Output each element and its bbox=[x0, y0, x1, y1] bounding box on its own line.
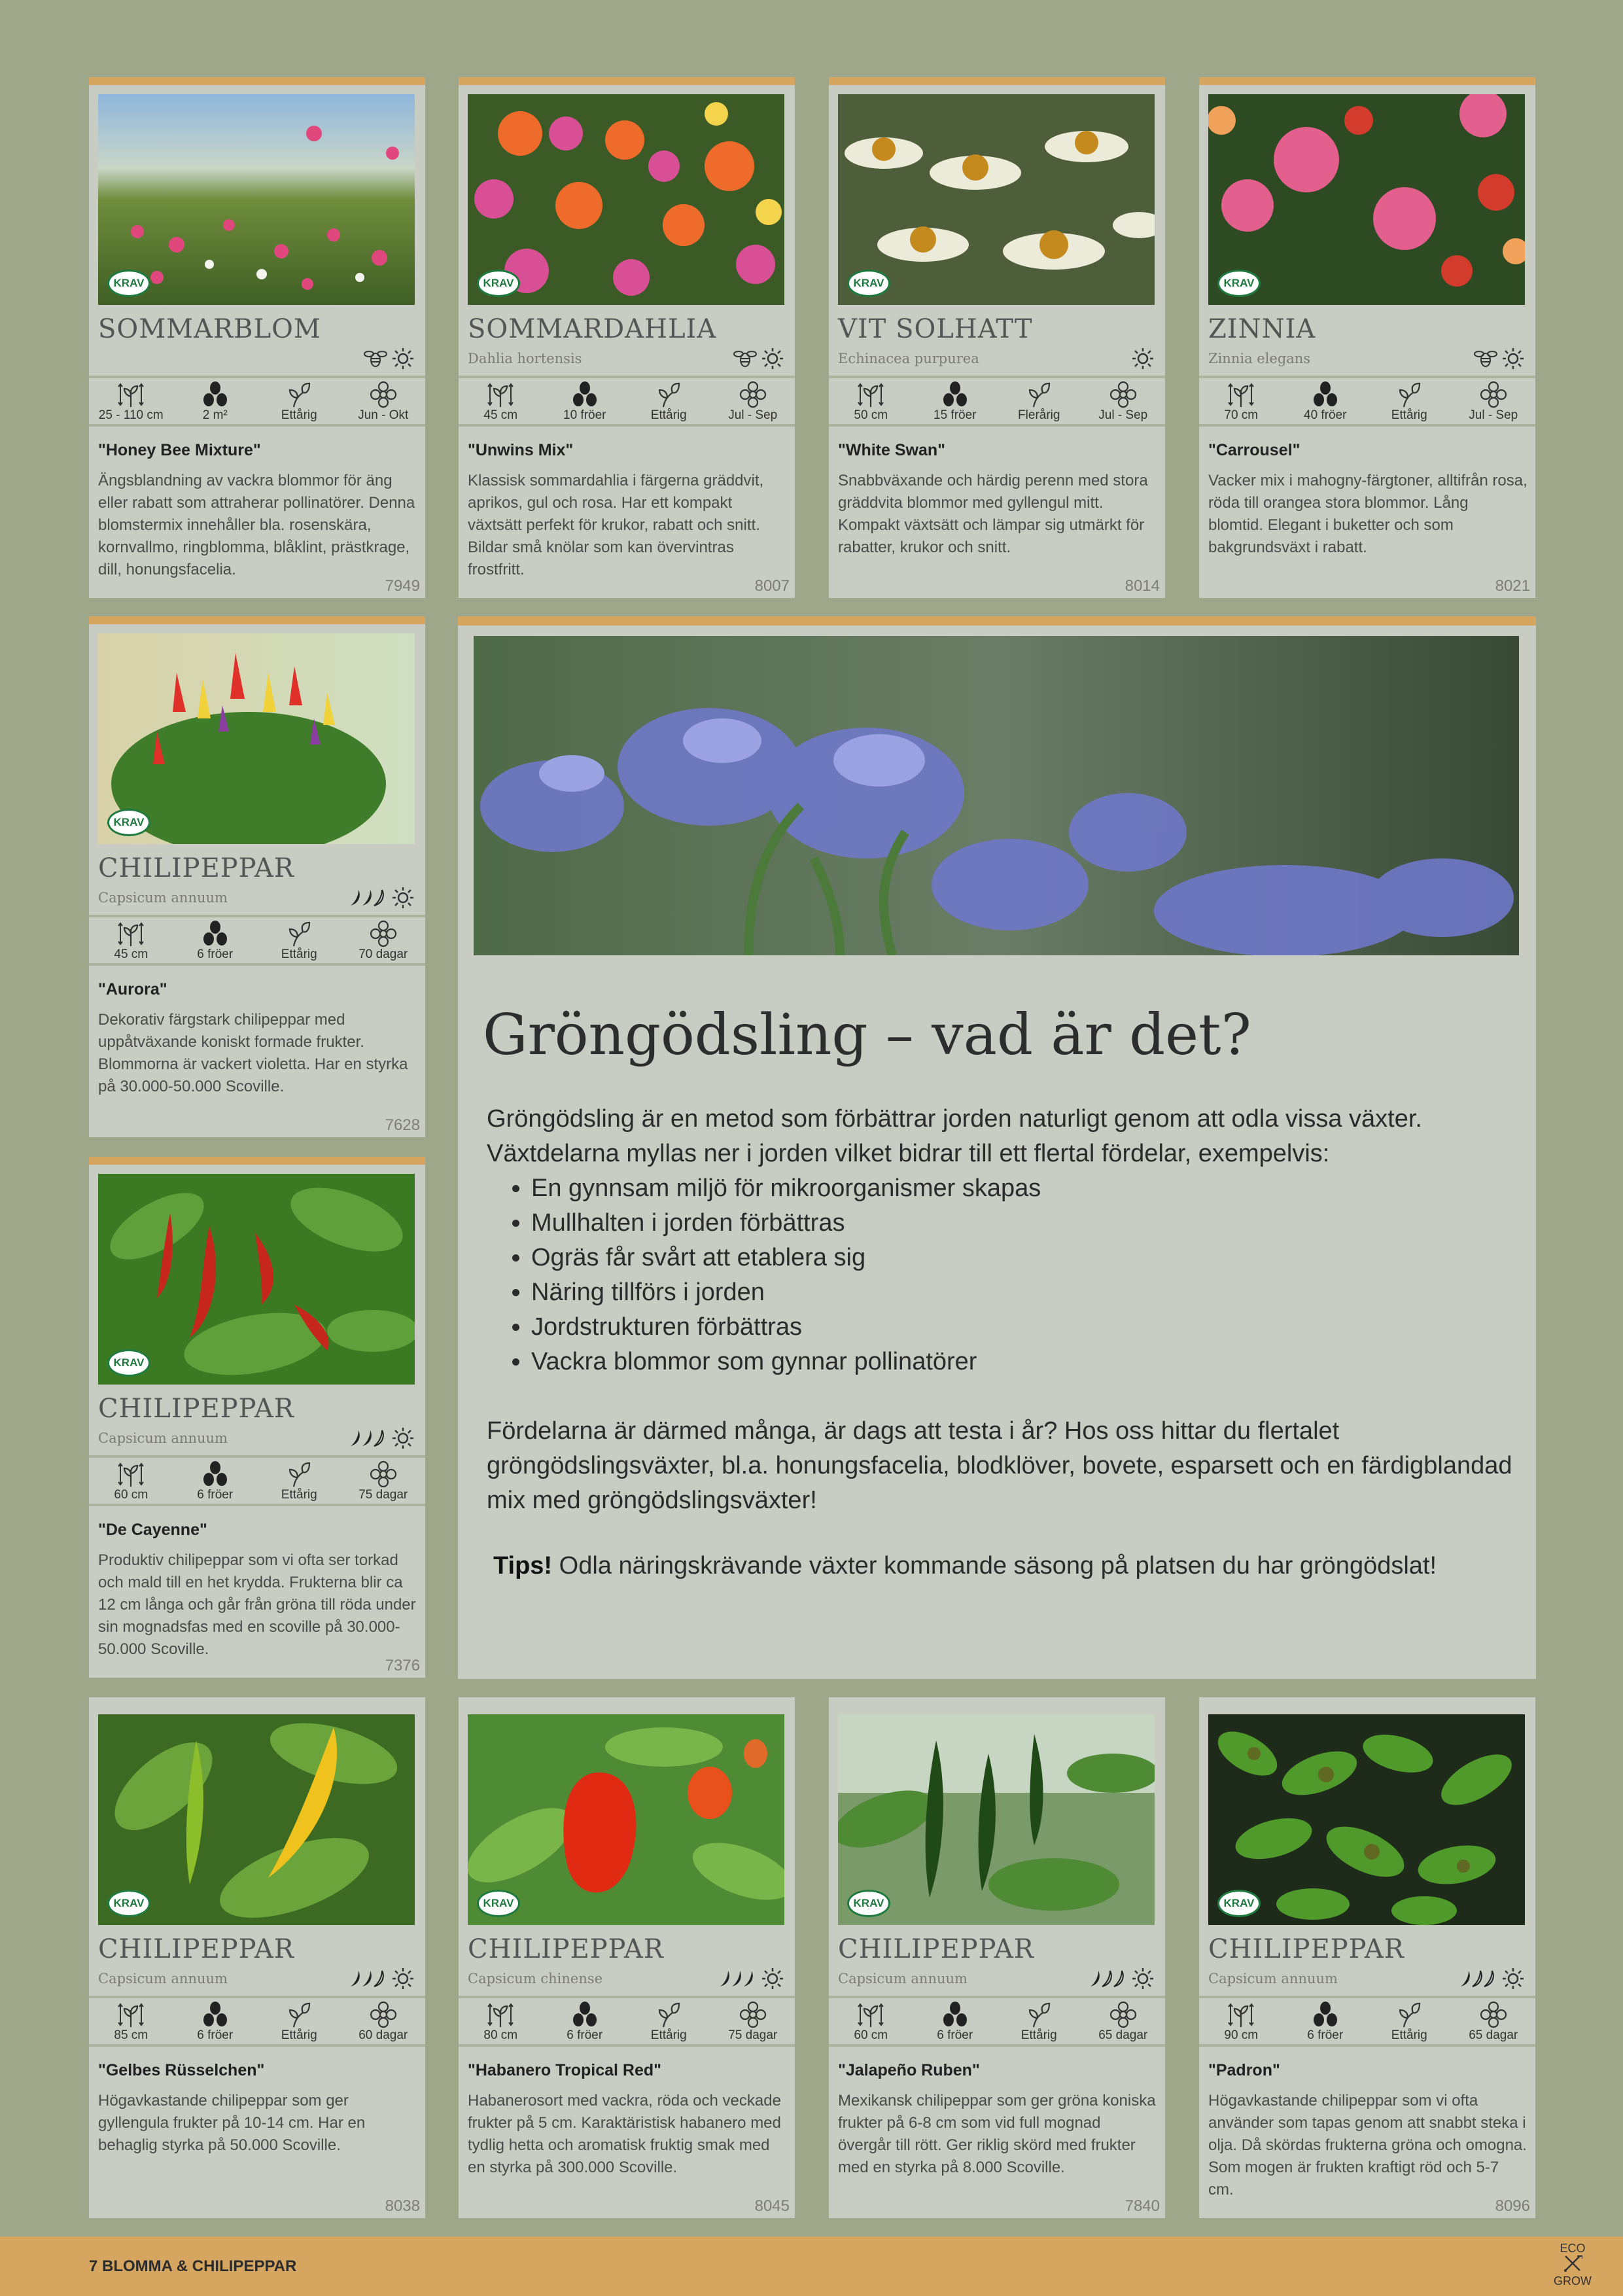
seed-value: 6 fröer bbox=[197, 947, 234, 961]
description: Högavkastande chilipeppar som ger gyllengula frukter på 10-14 cm. Har en behaglig styrka på 50.000 Scoville. bbox=[98, 2092, 366, 2154]
lifecycle-stat bbox=[257, 1998, 341, 2044]
height-value: 70 cm bbox=[1224, 408, 1259, 422]
product-photo bbox=[468, 1714, 784, 1925]
list-item: • Näring tillförs i jorden bbox=[531, 1275, 1520, 1310]
product-photo bbox=[838, 1714, 1155, 1925]
seed-value: 6 fröer bbox=[937, 2028, 973, 2042]
bee-icon bbox=[364, 348, 387, 369]
card-accent-bar bbox=[89, 1157, 425, 1165]
sprout-icon bbox=[1395, 381, 1423, 408]
seed-value: 6 fröer bbox=[1307, 2028, 1344, 2042]
height-icon bbox=[116, 381, 145, 408]
stats-row bbox=[89, 376, 425, 427]
sprout-icon bbox=[285, 920, 313, 947]
height-stat bbox=[459, 1998, 543, 2044]
symbols bbox=[347, 1966, 415, 1992]
days-value: 65 dagar bbox=[1098, 2028, 1148, 2042]
days-stat bbox=[711, 1998, 795, 2044]
seed-value: 2 m² bbox=[202, 408, 228, 422]
stats-row bbox=[89, 915, 425, 966]
article-number: 8007 bbox=[754, 577, 790, 595]
sprout-icon bbox=[1024, 2001, 1053, 2028]
product-name: CHILIPEPPAR bbox=[98, 1934, 294, 1964]
chili-heat-icon bbox=[1457, 1968, 1497, 1989]
flower-icon bbox=[1479, 2001, 1508, 2028]
height-icon bbox=[116, 2001, 145, 2028]
height-stat bbox=[89, 917, 173, 963]
lifecycle-value: Ettårig bbox=[281, 947, 317, 961]
product-name: SOMMARBLOM bbox=[98, 314, 321, 344]
seed-value: 6 fröer bbox=[567, 2028, 603, 2042]
lifecycle-value: Ettårig bbox=[281, 408, 317, 422]
seeds-icon bbox=[570, 381, 599, 408]
sprout-icon bbox=[285, 381, 313, 408]
seed-value: 6 fröer bbox=[197, 1488, 234, 1502]
card-top bbox=[829, 1697, 1165, 1705]
variety-name: "Carrousel" bbox=[1208, 441, 1300, 459]
height-icon bbox=[1227, 2001, 1255, 2028]
sun-icon bbox=[391, 1967, 415, 1990]
height-icon bbox=[856, 2001, 885, 2028]
variety-name: "Aurora" bbox=[98, 980, 167, 998]
sun-icon bbox=[1501, 1967, 1525, 1990]
stats-row bbox=[829, 1996, 1165, 2047]
flower-icon bbox=[1479, 381, 1508, 408]
lifecycle-value: Ettårig bbox=[281, 2028, 317, 2042]
lifecycle-value: Ettårig bbox=[1021, 2028, 1057, 2042]
product-name: CHILIPEPPAR bbox=[838, 1934, 1034, 1964]
sprout-icon bbox=[285, 1460, 313, 1488]
latin-name: Echinacea purpurea bbox=[838, 351, 979, 366]
lifecycle-stat bbox=[1367, 1998, 1452, 2044]
flower-icon bbox=[369, 920, 398, 947]
page-footer bbox=[0, 2236, 1623, 2296]
list-item: • Jordstrukturen förbättras bbox=[531, 1310, 1520, 1345]
krav-badge: KRAV bbox=[107, 270, 150, 297]
card-accent-bar bbox=[89, 77, 425, 85]
bloom-stat bbox=[1081, 378, 1166, 424]
seed-stat bbox=[913, 1998, 998, 2044]
height-value: 45 cm bbox=[483, 408, 518, 422]
phacelia-photo bbox=[474, 636, 1519, 955]
product-card bbox=[1199, 77, 1535, 598]
variety-name: "Habanero Tropical Red" bbox=[468, 2061, 661, 2079]
article-number: 8038 bbox=[385, 2197, 420, 2215]
stats-row bbox=[459, 376, 795, 427]
sun-icon bbox=[761, 1967, 784, 1990]
outro-paragraph: Fördelarna är därmed många, är dags att testa i år? Hos oss hittar du flertalet gröngödslingsväxter, bl.a. honungsfacelia, blodklöver, bovete, esparsett och en färdigblandad mix med gröngödslingsväxter! bbox=[487, 1417, 1512, 1514]
krav-badge: KRAV bbox=[1217, 1890, 1261, 1917]
height-value: 50 cm bbox=[854, 408, 888, 422]
article-number: 8096 bbox=[1495, 2197, 1530, 2215]
krav-badge: KRAV bbox=[107, 1890, 150, 1917]
height-stat bbox=[89, 378, 173, 424]
product-card bbox=[459, 1697, 795, 2218]
product-name: CHILIPEPPAR bbox=[468, 1934, 664, 1964]
variety-name: "Gelbes Rüsselchen" bbox=[98, 2061, 265, 2079]
sprout-icon bbox=[285, 2001, 313, 2028]
days-stat bbox=[341, 917, 426, 963]
product-photo bbox=[98, 1174, 415, 1385]
seeds-icon bbox=[941, 2001, 969, 2028]
lifecycle-stat bbox=[257, 378, 341, 424]
description: Snabbväxande och härdig perenn med stora gräddvita blommor med gyllengul mitt. Kompakt växtsätt och lämpar sig utmärkt för rabatter, krukor och snitt. bbox=[838, 472, 1148, 556]
bloom-value: Jul - Sep bbox=[728, 408, 778, 422]
product-card bbox=[89, 77, 425, 598]
height-icon bbox=[116, 920, 145, 947]
article-number: 7376 bbox=[385, 1657, 420, 1674]
stats-row bbox=[1199, 376, 1535, 427]
product-name: CHILIPEPPAR bbox=[98, 1394, 294, 1424]
latin-name: Capsicum chinense bbox=[468, 1971, 603, 1987]
symbols bbox=[1474, 345, 1525, 372]
product-card bbox=[459, 77, 795, 598]
seeds-icon bbox=[201, 920, 230, 947]
card-top bbox=[459, 1697, 795, 1705]
description: Produktiv chilipeppar som vi ofta ser torkad och mald till en het krydda. Frukterna blir ca 12 cm långa och går från gröna till röda under sin mognadsfas med en scoville på 30.000-50.000 Scoville. bbox=[98, 1551, 416, 1658]
latin-name: Capsicum annuum bbox=[838, 1971, 968, 1987]
seed-value: 10 fröer bbox=[563, 408, 606, 422]
height-icon bbox=[116, 1460, 145, 1488]
height-icon bbox=[486, 381, 515, 408]
chili-heat-icon bbox=[347, 1428, 387, 1449]
days-stat bbox=[1452, 1998, 1536, 2044]
sun-icon bbox=[391, 1426, 415, 1450]
seed-stat bbox=[173, 1998, 258, 2044]
lifecycle-value: Flerårig bbox=[1018, 408, 1060, 422]
latin-name: Capsicum annuum bbox=[1208, 1971, 1338, 1987]
krav-badge: KRAV bbox=[847, 270, 890, 297]
variety-name: "Unwins Mix" bbox=[468, 441, 574, 459]
bloom-stat bbox=[711, 378, 795, 424]
lifecycle-value: Ettårig bbox=[650, 2028, 687, 2042]
article-number: 7949 bbox=[385, 577, 420, 595]
sun-icon bbox=[1131, 1967, 1155, 1990]
seed-stat bbox=[543, 378, 627, 424]
days-value: 70 dagar bbox=[358, 947, 408, 961]
latin-name: Capsicum annuum bbox=[98, 890, 228, 906]
symbols bbox=[1457, 1966, 1525, 1992]
description: Vacker mix i mahogny-färgtoner, alltifrån rosa, röda till orangea stora blommor. Lång blomtid. Elegant i buketter och som bakgrundsväxt i rabatt. bbox=[1208, 472, 1527, 556]
green-manure-section bbox=[458, 616, 1536, 1679]
flower-icon bbox=[369, 1460, 398, 1488]
product-photo bbox=[1208, 94, 1525, 305]
days-stat bbox=[1081, 1998, 1166, 2044]
tips-text: Odla näringskrävande växter kommande säsong på platsen du har gröngödslat! bbox=[559, 1552, 1437, 1580]
lifecycle-value: Ettårig bbox=[1391, 408, 1427, 422]
article-number: 7628 bbox=[385, 1116, 420, 1134]
benefits-list bbox=[487, 1171, 1520, 1379]
seeds-icon bbox=[1311, 2001, 1340, 2028]
product-photo bbox=[468, 94, 784, 305]
seed-stat bbox=[913, 378, 998, 424]
height-stat bbox=[829, 1998, 913, 2044]
days-value: 75 dagar bbox=[728, 2028, 778, 2042]
chili-heat-icon bbox=[347, 1968, 387, 1989]
height-icon bbox=[1227, 381, 1255, 408]
height-value: 60 cm bbox=[114, 1488, 148, 1502]
flower-icon bbox=[1109, 381, 1138, 408]
height-icon bbox=[856, 381, 885, 408]
latin-name: Dahlia hortensis bbox=[468, 351, 582, 366]
description: Högavkastande chilipeppar som vi ofta använder som tapas genom att snabbt steka i olja. Då skördas frukterna gröna och omogna. Som mogen är frukten kraftigt röd och 5-7 cm. bbox=[1208, 2092, 1527, 2199]
product-name: SOMMARDAHLIA bbox=[468, 314, 717, 344]
seed-stat bbox=[543, 1998, 627, 2044]
variety-name: "Honey Bee Mixture" bbox=[98, 441, 261, 459]
card-accent-bar bbox=[1199, 77, 1535, 85]
bee-icon bbox=[1474, 348, 1497, 369]
product-photo bbox=[98, 633, 415, 844]
latin-name: Capsicum annuum bbox=[98, 1430, 228, 1446]
symbols bbox=[364, 345, 415, 372]
flower-icon bbox=[1109, 2001, 1138, 2028]
krav-badge: KRAV bbox=[477, 1890, 520, 1917]
section-title: Gröngödsling – vad är det? bbox=[483, 1002, 1251, 1068]
lifecycle-value: Ettårig bbox=[650, 408, 687, 422]
symbols bbox=[1131, 345, 1155, 372]
height-stat bbox=[1199, 1998, 1283, 2044]
bloom-stat bbox=[1452, 378, 1536, 424]
sun-icon bbox=[1131, 347, 1155, 370]
height-value: 80 cm bbox=[483, 2028, 518, 2042]
lifecycle-stat bbox=[1367, 378, 1452, 424]
article-number: 8021 bbox=[1495, 577, 1530, 595]
bee-icon bbox=[733, 348, 757, 369]
product-card bbox=[829, 77, 1165, 598]
chili-heat-icon bbox=[1087, 1968, 1127, 1989]
stats-row bbox=[829, 376, 1165, 427]
seeds-icon bbox=[201, 1460, 230, 1488]
eco-grow-logo bbox=[1554, 2242, 1592, 2287]
article-number: 8045 bbox=[754, 2197, 790, 2215]
days-value: 65 dagar bbox=[1469, 2028, 1518, 2042]
list-item: • Ogräs får svårt att etablera sig bbox=[531, 1241, 1520, 1275]
card-top bbox=[1199, 1697, 1535, 1705]
flower-icon bbox=[369, 381, 398, 408]
stats-row bbox=[89, 1455, 425, 1506]
variety-name: "White Swan" bbox=[838, 441, 945, 459]
product-name: CHILIPEPPAR bbox=[98, 853, 294, 883]
lifecycle-stat bbox=[627, 378, 711, 424]
lifecycle-stat bbox=[257, 1458, 341, 1504]
krav-badge: KRAV bbox=[847, 1890, 890, 1917]
latin-name: Capsicum annuum bbox=[98, 1971, 228, 1987]
description: Dekorativ färgstark chilipeppar med uppåtväxande koniskt formade frukter. Blommorna är vackert violetta. Har en styrka på 30.000-50.000 Scoville. bbox=[98, 1011, 408, 1095]
chili-heat-icon bbox=[716, 1968, 757, 1989]
card-accent-bar bbox=[459, 77, 795, 85]
logo-bottom-text: GROW bbox=[1554, 2274, 1592, 2287]
product-card bbox=[89, 1157, 425, 1678]
seed-value: 40 fröer bbox=[1304, 408, 1347, 422]
tips-line bbox=[493, 1552, 1437, 1580]
stats-row bbox=[459, 1996, 795, 2047]
product-card bbox=[89, 1697, 425, 2218]
latin-name: Zinnia elegans bbox=[1208, 351, 1311, 366]
product-photo bbox=[98, 94, 415, 305]
lifecycle-stat bbox=[997, 378, 1081, 424]
symbols bbox=[716, 1966, 784, 1992]
krav-badge: KRAV bbox=[107, 1349, 150, 1377]
height-value: 45 cm bbox=[114, 947, 148, 961]
tools-icon bbox=[1563, 2255, 1582, 2272]
krav-badge: KRAV bbox=[477, 270, 520, 297]
symbols bbox=[1087, 1966, 1155, 1992]
height-value: 85 cm bbox=[114, 2028, 148, 2042]
seed-stat bbox=[173, 917, 258, 963]
lifecycle-value: Ettårig bbox=[1391, 2028, 1427, 2042]
height-stat bbox=[89, 1998, 173, 2044]
height-stat bbox=[829, 378, 913, 424]
sprout-icon bbox=[1024, 381, 1053, 408]
sprout-icon bbox=[654, 2001, 683, 2028]
description: Habanerosort med vackra, röda och veckade frukter på 5 cm. Karaktäristisk habanero med tydlig hetta och aromatisk fruktig smak med en styrka på 300.000 Scoville. bbox=[468, 2092, 781, 2176]
days-stat bbox=[341, 1458, 426, 1504]
variety-name: "De Cayenne" bbox=[98, 1521, 207, 1539]
days-stat bbox=[341, 1998, 426, 2044]
list-item: • En gynnsam miljö för mikroorganismer skapas bbox=[531, 1171, 1520, 1206]
height-value: 25 - 110 cm bbox=[98, 408, 164, 422]
symbols bbox=[347, 1425, 415, 1451]
product-photo bbox=[98, 1714, 415, 1925]
lifecycle-value: Ettårig bbox=[281, 1488, 317, 1502]
product-photo bbox=[838, 94, 1155, 305]
product-name: ZINNIA bbox=[1208, 314, 1316, 344]
product-photo bbox=[1208, 1714, 1525, 1925]
intro-paragraph: Gröngödsling är en metod som förbättrar jorden naturligt genom att odla vissa växter. Växtdelarna myllas ner i jorden vilket bidrar till ett flertal fördelar, exempelvis: bbox=[487, 1105, 1422, 1167]
days-value: 60 dagar bbox=[358, 2028, 408, 2042]
flower-icon bbox=[739, 2001, 767, 2028]
page-section-label: 7 BLOMMA & CHILIPEPPAR bbox=[89, 2257, 297, 2275]
sun-icon bbox=[1501, 347, 1525, 370]
sun-icon bbox=[761, 347, 784, 370]
krav-badge: KRAV bbox=[1217, 270, 1261, 297]
lifecycle-stat bbox=[627, 1998, 711, 2044]
bloom-stat bbox=[341, 378, 426, 424]
seed-stat bbox=[1283, 378, 1368, 424]
tips-label: Tips! bbox=[493, 1552, 553, 1580]
height-value: 60 cm bbox=[854, 2028, 888, 2042]
krav-badge: KRAV bbox=[107, 809, 150, 836]
sun-icon bbox=[391, 347, 415, 370]
stats-row bbox=[1199, 1996, 1535, 2047]
card-top bbox=[89, 1697, 425, 1705]
sprout-icon bbox=[1395, 2001, 1423, 2028]
description: Ängsblandning av vackra blommor för äng eller rabatt som attraherar pollinatörer. Denna blomstermix innehåller bla. rosenskära, kornvallmo, ringblomma, blåklint, prästkrage, dill, honungsfacelia. bbox=[98, 472, 415, 578]
flower-icon bbox=[739, 381, 767, 408]
seeds-icon bbox=[201, 381, 230, 408]
seed-value: 6 fröer bbox=[197, 2028, 234, 2042]
chili-heat-icon bbox=[347, 887, 387, 908]
days-value: 75 dagar bbox=[358, 1488, 408, 1502]
sun-icon bbox=[391, 886, 415, 910]
bloom-value: Jul - Sep bbox=[1469, 408, 1518, 422]
bloom-value: Jul - Sep bbox=[1098, 408, 1148, 422]
seeds-icon bbox=[201, 2001, 230, 2028]
article-number: 7840 bbox=[1125, 2197, 1160, 2215]
seeds-icon bbox=[941, 381, 969, 408]
card-accent-bar bbox=[829, 77, 1165, 85]
height-stat bbox=[459, 378, 543, 424]
product-card bbox=[1199, 1697, 1535, 2218]
lifecycle-stat bbox=[997, 1998, 1081, 2044]
seed-stat bbox=[1283, 1998, 1368, 2044]
sprout-icon bbox=[654, 381, 683, 408]
flower-icon bbox=[369, 2001, 398, 2028]
seeds-icon bbox=[1311, 381, 1340, 408]
height-stat bbox=[1199, 378, 1283, 424]
product-name: CHILIPEPPAR bbox=[1208, 1934, 1405, 1964]
symbols bbox=[347, 885, 415, 911]
seeds-icon bbox=[570, 2001, 599, 2028]
height-stat bbox=[89, 1458, 173, 1504]
product-name: VIT SOLHATT bbox=[838, 314, 1033, 344]
bloom-value: Jun - Okt bbox=[358, 408, 409, 422]
variety-name: "Padron" bbox=[1208, 2061, 1280, 2079]
variety-name: "Jalapeño Ruben" bbox=[838, 2061, 980, 2079]
card-accent-bar bbox=[89, 616, 425, 624]
seed-stat bbox=[173, 378, 258, 424]
product-card bbox=[89, 616, 425, 1137]
description: Mexikansk chilipeppar som ger gröna koniska frukter på 6-8 cm som vid full mognad övergår till rött. Ger riklig skörd med frukter med en styrka på 8.000 Scoville. bbox=[838, 2092, 1156, 2176]
article-number: 8014 bbox=[1125, 577, 1160, 595]
logo-top-text: ECO bbox=[1560, 2242, 1586, 2255]
list-item: • Mullhalten i jorden förbättras bbox=[531, 1206, 1520, 1241]
lifecycle-stat bbox=[257, 917, 341, 963]
height-icon bbox=[486, 2001, 515, 2028]
symbols bbox=[733, 345, 784, 372]
list-item: • Vackra blommor som gynnar pollinatörer bbox=[531, 1345, 1520, 1379]
height-value: 90 cm bbox=[1224, 2028, 1259, 2042]
product-card bbox=[829, 1697, 1165, 2218]
seed-stat bbox=[173, 1458, 258, 1504]
seed-value: 15 fröer bbox=[934, 408, 977, 422]
section-body bbox=[487, 1102, 1520, 1518]
description: Klassisk sommardahlia i färgerna gräddvit, aprikos, gul och rosa. Har ett kompakt växtsätt perfekt för krukor, rabatt och snitt. Bildar små knölar som kan övervintras frostfritt. bbox=[468, 472, 764, 578]
stats-row bbox=[89, 1996, 425, 2047]
section-accent-bar bbox=[458, 616, 1536, 626]
